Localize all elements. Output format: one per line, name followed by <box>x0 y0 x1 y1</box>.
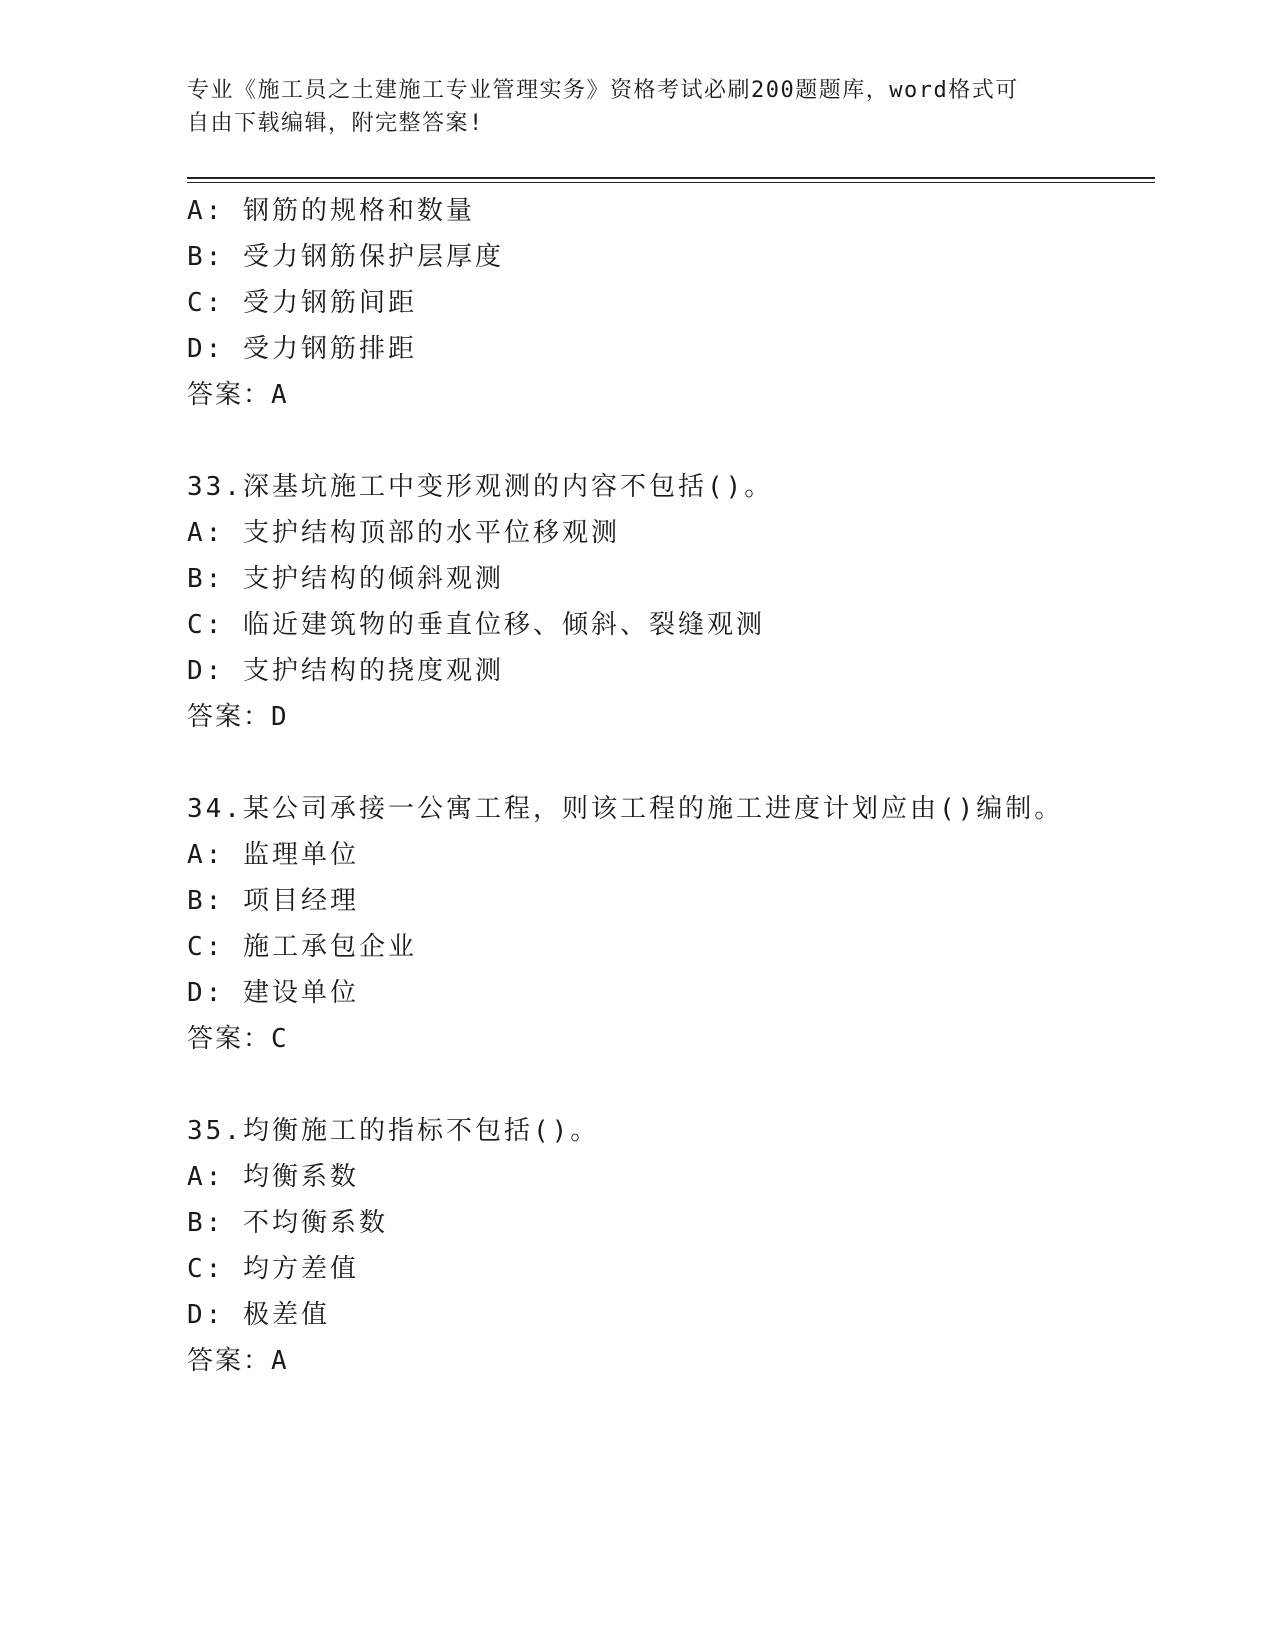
spacer <box>187 740 1155 786</box>
option-c: C: 施工承包企业 <box>187 932 417 962</box>
answer-value: A <box>271 1346 287 1376</box>
answer-label: 答案： <box>187 1024 272 1054</box>
answer-value: D <box>271 702 287 732</box>
answer-label: 答案： <box>187 380 272 410</box>
answer-line <box>187 372 1155 418</box>
option-b: B: 项目经理 <box>187 886 359 916</box>
option-d: D: 受力钢筋排距 <box>187 334 417 364</box>
question-block <box>187 464 1155 740</box>
option-c: C: 临近建筑物的垂直位移、倾斜、裂缝观测 <box>187 610 765 640</box>
option-d: D: 建设单位 <box>187 978 359 1008</box>
option-a: A: 均衡系数 <box>187 1162 359 1192</box>
answer-line <box>187 694 1155 740</box>
option-d: D: 极差值 <box>187 1300 330 1330</box>
option-c: C: 均方差值 <box>187 1254 359 1284</box>
header-rule-thick <box>187 177 1155 179</box>
document-header <box>187 74 1067 140</box>
answer-label: 答案： <box>187 1346 272 1376</box>
option-b: B: 受力钢筋保护层厚度 <box>187 242 504 272</box>
answer-value: A <box>271 380 287 410</box>
option-a: A: 监理单位 <box>187 840 359 870</box>
answer-line <box>187 1016 1155 1062</box>
option-c: C: 受力钢筋间距 <box>187 288 417 318</box>
question-list <box>187 188 1155 1384</box>
question-stem: 35.均衡施工的指标不包括()。 <box>187 1116 600 1146</box>
question-block <box>187 188 1155 418</box>
option-d: D: 支护结构的挠度观测 <box>187 656 504 686</box>
spacer <box>187 418 1155 464</box>
answer-label: 答案： <box>187 702 272 732</box>
header-line-1: 专业《施工员之土建施工专业管理实务》资格考试必刷200题题库，word格式可 <box>187 78 1019 103</box>
question-block <box>187 1108 1155 1384</box>
question-block <box>187 786 1155 1062</box>
answer-line <box>187 1338 1155 1384</box>
question-stem: 33.深基坑施工中变形观测的内容不包括()。 <box>187 472 774 502</box>
option-b: B: 支护结构的倾斜观测 <box>187 564 504 594</box>
option-a: A: 支护结构顶部的水平位移观测 <box>187 518 620 548</box>
option-b: B: 不均衡系数 <box>187 1208 388 1238</box>
option-a: A: 钢筋的规格和数量 <box>187 196 475 226</box>
question-stem: 34.某公司承接一公寓工程，则该工程的施工进度计划应由()编制。 <box>187 794 1064 824</box>
spacer <box>187 1062 1155 1108</box>
answer-value: C <box>271 1024 287 1054</box>
header-rule-thin <box>187 182 1155 183</box>
header-line-2: 自由下载编辑，附完整答案! <box>187 111 484 136</box>
